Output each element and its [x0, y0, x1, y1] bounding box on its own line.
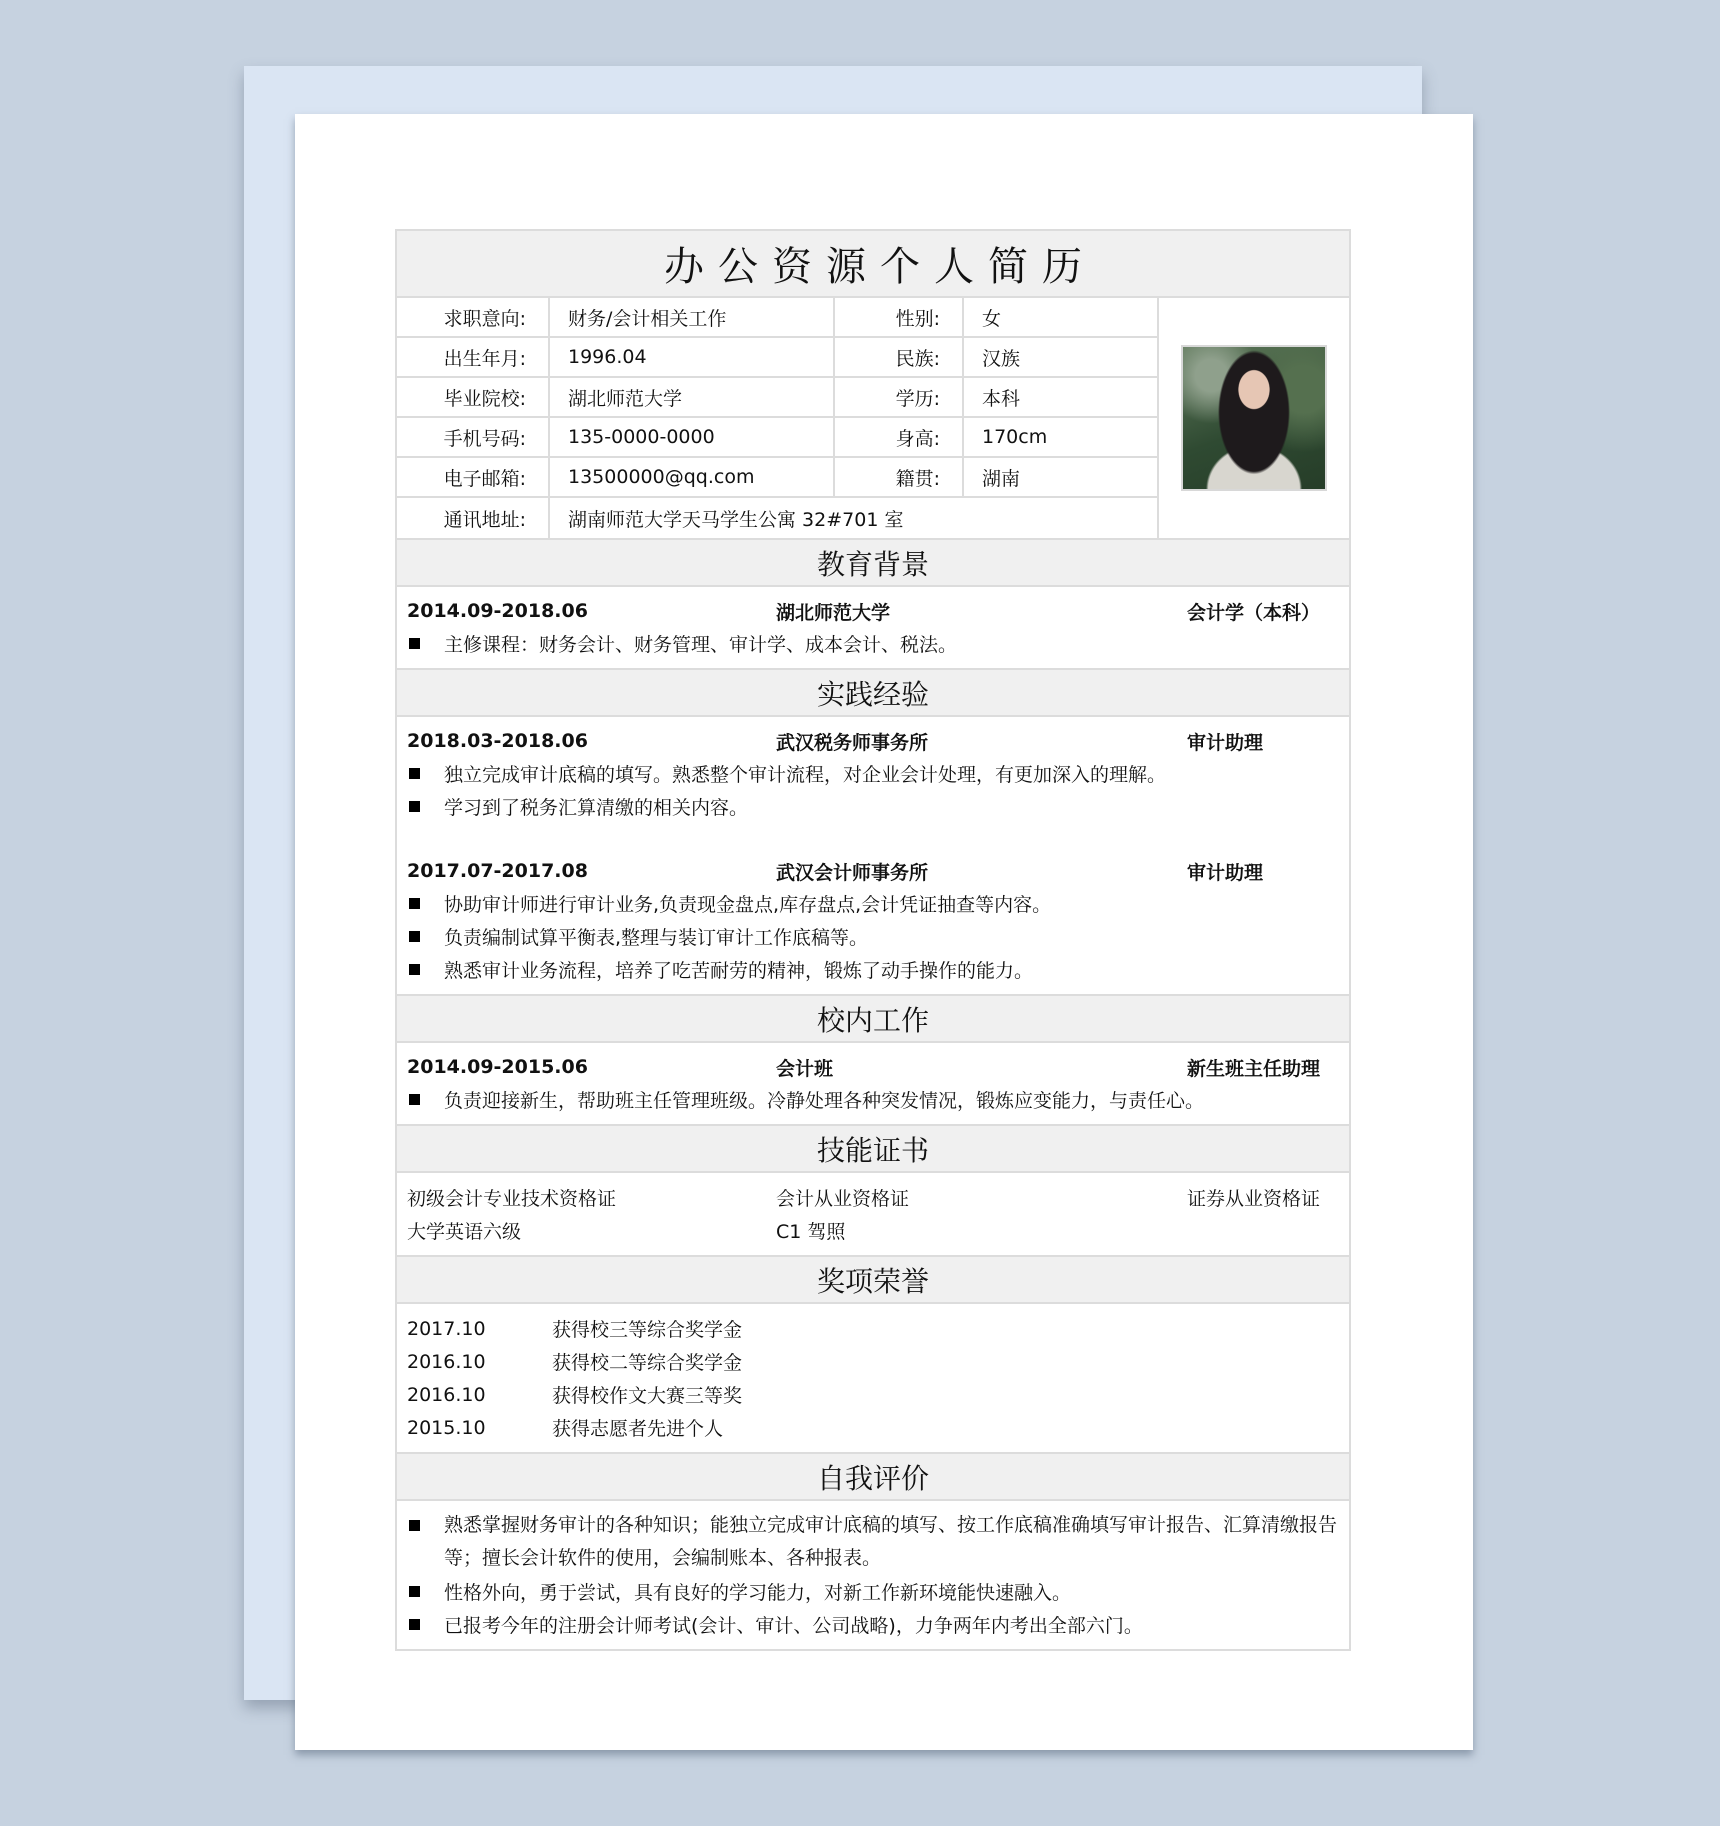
entry-org: 湖北师范大学 [776, 601, 891, 624]
list-item [407, 1083, 1339, 1116]
skill-item: 证券从业资格证 [1187, 1188, 1321, 1210]
entry-org: 会计班 [776, 1057, 834, 1080]
skills-row [407, 1181, 1339, 1214]
info-row-address [397, 498, 1157, 538]
resume-table [395, 229, 1351, 1651]
entry-spacer [407, 823, 1339, 855]
entry-role: 会计学（本科） [1187, 601, 1321, 624]
resume-title: 办公资源个人简历 [664, 244, 1096, 290]
entry-role: 审计助理 [1187, 731, 1264, 754]
campus-section [397, 1043, 1349, 1126]
award-date: 2015.10 [407, 1416, 486, 1439]
list-item-text: 性格外向，勇于尝试，具有良好的学习能力，对新工作新环境能快速融入。 [444, 1582, 1072, 1604]
list-item-text: 协助审计师进行审计业务,负责现金盘点,库存盘点,会计凭证抽查等内容。 [444, 894, 1052, 916]
info-row [397, 298, 1157, 338]
bullet-square-icon [409, 768, 420, 779]
info-row [397, 338, 1157, 378]
info-label: 身高: [835, 418, 964, 456]
entry-period: 2014.09-2015.06 [407, 1056, 588, 1078]
list-item-text: 已报考今年的注册会计师考试(会计、审计、公司战略)，力争两年内考出全部六门。 [444, 1615, 1143, 1637]
bullet-square-icon [409, 1619, 420, 1630]
bullet-square-icon [409, 1094, 420, 1105]
info-label: 籍贯: [835, 458, 964, 496]
self-evaluation-section [397, 1501, 1349, 1649]
section-heading-experience: 实践经验 [397, 670, 1349, 717]
profile-photo [1181, 345, 1327, 491]
info-label: 求职意向: [397, 298, 550, 336]
list-item-text: 熟悉审计业务流程，培养了吃苦耐劳的精神，锻炼了动手操作的能力。 [444, 960, 1034, 982]
skill-item: 初级会计专业技术资格证 [407, 1188, 617, 1210]
skill-item: 会计从业资格证 [776, 1188, 910, 1210]
section-heading-campus: 校内工作 [397, 996, 1349, 1043]
list-item [407, 1608, 1339, 1641]
address-value: 湖南师范大学天马学生公寓 32#701 室 [568, 508, 904, 531]
award-date: 2017.10 [407, 1317, 486, 1340]
list-item-text: 熟悉掌握财务审计的各种知识；能独立完成审计底稿的填写、按工作底稿准确填写审计报告、汇算清缴报告等；擅长会计软件的使用，会编制账本、各种报表。 [444, 1514, 1338, 1569]
experience-section [397, 717, 1349, 996]
basic-info-grid [397, 298, 1157, 538]
section-heading-awards: 奖项荣誉 [397, 1257, 1349, 1304]
info-value: 1996.04 [550, 338, 835, 376]
info-label: 电子邮箱: [397, 458, 550, 496]
title-band [397, 231, 1349, 298]
photo-cell [1157, 298, 1349, 538]
entry-period: 2014.09-2018.06 [407, 600, 588, 622]
award-text: 获得校作文大赛三等奖 [552, 1385, 743, 1407]
info-row [397, 418, 1157, 458]
info-value: 湖北师范大学 [550, 378, 835, 416]
info-value: 本科 [982, 387, 1021, 410]
award-item [407, 1411, 1339, 1444]
list-item [407, 757, 1339, 790]
info-label: 手机号码: [397, 418, 550, 456]
entry-org: 武汉税务师事务所 [776, 731, 929, 754]
section-heading-education: 教育背景 [397, 540, 1349, 587]
awards-section [397, 1304, 1349, 1454]
list-item-text: 主修课程：财务会计、财务管理、审计学、成本会计、税法。 [444, 634, 958, 656]
entry-org: 武汉会计师事务所 [776, 861, 929, 884]
list-item-text: 学习到了税务汇算清缴的相关内容。 [444, 797, 749, 819]
bullet-square-icon [409, 638, 420, 649]
basic-info [397, 298, 1349, 540]
entry-period: 2017.07-2017.08 [407, 860, 588, 882]
education-section [397, 587, 1349, 670]
info-value: 汉族 [982, 347, 1021, 370]
entry-role: 新生班主任助理 [1187, 1057, 1321, 1080]
list-item [407, 920, 1339, 953]
info-label: 性别: [835, 298, 964, 336]
entry-period: 2018.03-2018.06 [407, 730, 588, 752]
list-item [407, 790, 1339, 823]
info-value: 女 [982, 307, 1002, 330]
section-heading-self-evaluation: 自我评价 [397, 1454, 1349, 1501]
info-value: 170cm [982, 426, 1048, 448]
info-row [397, 378, 1157, 418]
bullet-square-icon [409, 931, 420, 942]
info-label: 民族: [835, 338, 964, 376]
skills-row [407, 1214, 1339, 1247]
award-item [407, 1312, 1339, 1345]
entry-header [407, 1051, 1339, 1083]
list-item-text: 负责编制试算平衡表,整理与装订审计工作底稿等。 [444, 927, 869, 949]
list-item [407, 887, 1339, 920]
award-item [407, 1378, 1339, 1411]
list-item-text: 负责迎接新生，帮助班主任管理班级。冷静处理各种突发情况，锻炼应变能力，与责任心。 [444, 1090, 1205, 1112]
entry-header [407, 595, 1339, 627]
bullet-square-icon [409, 964, 420, 975]
bullet-square-icon [409, 898, 420, 909]
bullet-square-icon [409, 1520, 420, 1531]
list-item [407, 1509, 1339, 1575]
info-value: 135-0000-0000 [550, 418, 835, 456]
list-item-text: 独立完成审计底稿的填写。熟悉整个审计流程，对企业会计处理，有更加深入的理解。 [444, 764, 1167, 786]
award-date: 2016.10 [407, 1383, 486, 1406]
list-item [407, 1575, 1339, 1608]
skill-item: 大学英语六级 [407, 1221, 522, 1243]
award-text: 获得校三等综合奖学金 [552, 1319, 743, 1341]
entry-header [407, 725, 1339, 757]
info-row [397, 458, 1157, 498]
address-label: 通讯地址: [397, 498, 550, 538]
entry-header [407, 855, 1339, 887]
list-item [407, 953, 1339, 986]
entry-role: 审计助理 [1187, 861, 1264, 884]
award-text: 获得志愿者先进个人 [552, 1418, 724, 1440]
award-date: 2016.10 [407, 1350, 486, 1373]
list-item [407, 627, 1339, 660]
info-value: 13500000@qq.com [550, 458, 835, 496]
info-value: 湖南 [982, 467, 1021, 490]
award-item [407, 1345, 1339, 1378]
award-text: 获得校二等综合奖学金 [552, 1352, 743, 1374]
skill-item: C1 驾照 [776, 1221, 846, 1243]
info-value: 财务/会计相关工作 [550, 298, 835, 336]
bullet-square-icon [409, 801, 420, 812]
info-label: 毕业院校: [397, 378, 550, 416]
section-heading-skills: 技能证书 [397, 1126, 1349, 1173]
bullet-square-icon [409, 1586, 420, 1597]
info-label: 学历: [835, 378, 964, 416]
info-label: 出生年月: [397, 338, 550, 376]
skills-section [397, 1173, 1349, 1257]
